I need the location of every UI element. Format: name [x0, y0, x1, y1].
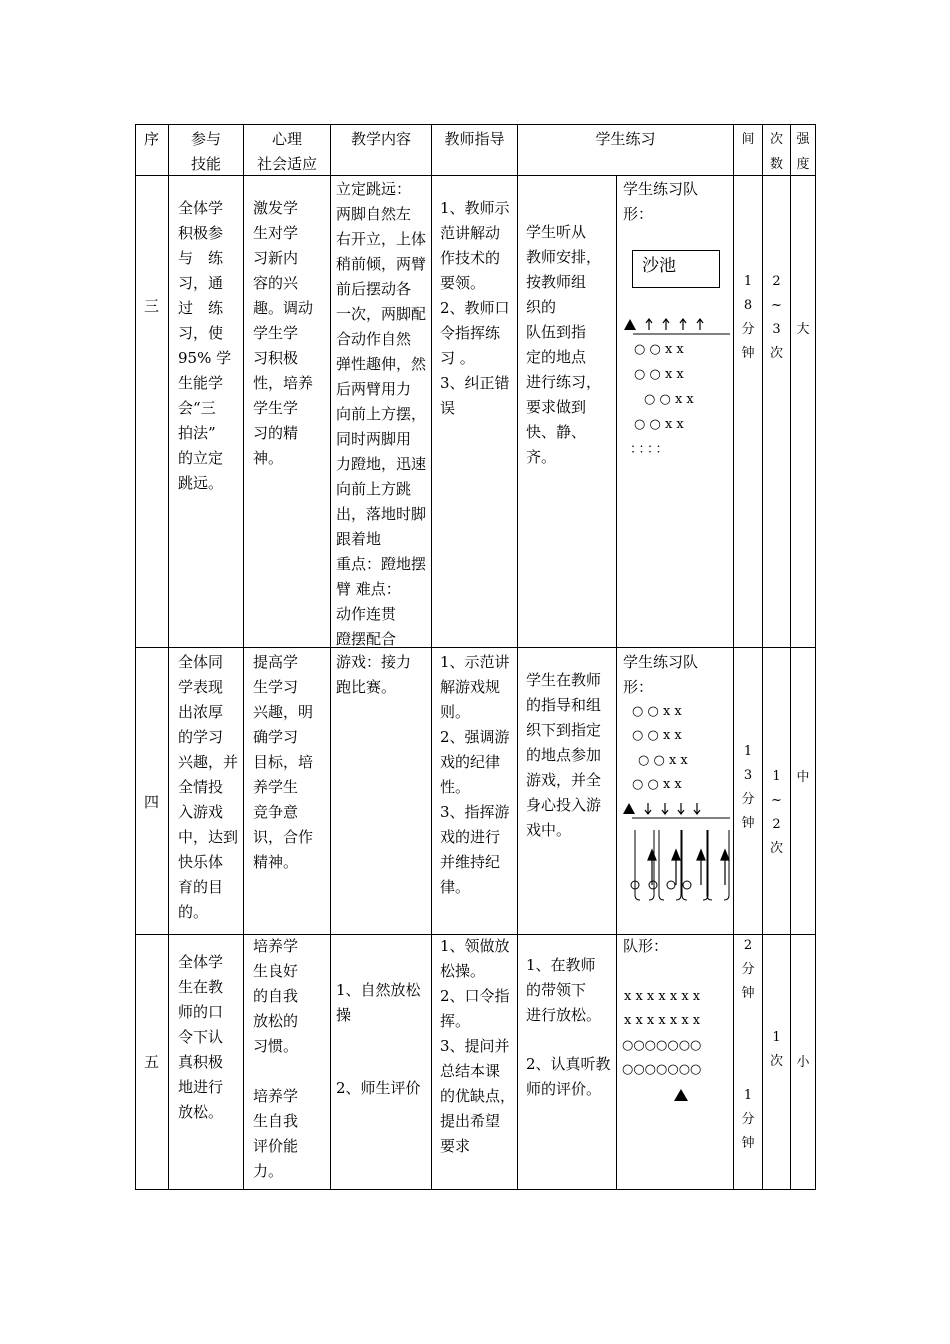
row-intensity: 小: [796, 1055, 810, 1070]
row-skill: 全体学 生在教 师的口 令下认 真积极 地进行 放松。: [178, 953, 224, 1121]
row-teacher: 1、领做放 松操。 2、口令指 挥。 3、提问并 总结本课 的优缺点， 提出希望 要求: [440, 937, 516, 1155]
triangle-icon: [623, 803, 635, 814]
arrow-up-icon: [663, 319, 669, 330]
formation-title: 队形：: [623, 937, 669, 955]
row-content: 2、师生评价: [336, 1079, 421, 1097]
row-content: 游戏：接力 跑比赛。: [336, 653, 412, 696]
header-psych: 心理 社会适应: [256, 130, 317, 173]
arrow-up-icon: [646, 319, 652, 330]
row-teacher: 1、示范讲 解游戏规 则。 2、强调游 戏的纪律 性。 3、指挥游 戏的进行 并维持纪 律。: [440, 653, 510, 896]
row-count: 1 ~ 2 次: [769, 769, 783, 856]
header-student: 学生练习: [595, 130, 656, 148]
table-border-right: [815, 124, 816, 1190]
row-time: 2 分 钟: [741, 938, 755, 1001]
row-student: 学生在教师 的指导和组 织下到指定 的地点参加 游戏，并全 身心投入游 戏中。: [526, 671, 602, 839]
row-seq: 五: [143, 1053, 159, 1071]
triangle-icon: [624, 319, 636, 330]
formation-line: ○○○○○○○: [622, 1038, 702, 1053]
formation-line: ○○○○○○○: [622, 1062, 702, 1077]
row-seq: 四: [143, 793, 159, 811]
header-seq: 序: [143, 130, 159, 148]
formation-line: ○ ○ x x: [634, 342, 684, 357]
row-psych: 培养学 生良好 的自我 放松的 习惯。 培养学 生自我 评价能 力。: [253, 937, 299, 1180]
relay-formation-diagram: [619, 800, 733, 910]
formation-title: 学生练习队 形：: [623, 180, 699, 223]
row-student: 1、在教师 的带领下 进行放松。: [526, 956, 602, 1024]
formation-line: x x x x x x x: [624, 1013, 701, 1028]
formation-line: x x x x x x x: [624, 989, 701, 1004]
row-psych: 激发学 生对学 习新内 容的兴 趣。调动 学生学 习积极 性，培养 学生学 习的精 神。: [253, 199, 314, 467]
row-content: 1、自然放松 操: [336, 981, 421, 1024]
row-student: 2、认真听教 师的评价。: [526, 1055, 611, 1098]
row-time: 1 分 钟: [741, 1088, 755, 1151]
row-time: 1 3 分 钟: [741, 744, 755, 831]
header-time: 间: [741, 132, 755, 147]
formation-line: ○ ○ x x: [632, 728, 682, 743]
column-divider: [243, 124, 244, 1190]
column-divider: [790, 124, 791, 1190]
formation-line: ○ ○ x x: [632, 704, 682, 719]
formation-line: ○ ○ x x: [634, 367, 684, 382]
table-border-bottom: [135, 1189, 816, 1190]
formation-line: ○ ○ x x: [644, 392, 694, 407]
arrow-down-icon: [694, 803, 700, 814]
header-teacher: 教师指导: [444, 130, 505, 148]
row-student: 学生听从 教师安排， 按教师组 织的 队伍到指 定的地点 进行练习， 要求做到 快、静、 齐。: [526, 223, 602, 466]
arrow-down-icon: [662, 803, 668, 814]
row-divider: [135, 647, 815, 648]
header-intensity: 强 度: [796, 132, 810, 172]
row-skill: 全体同 学表现 出浓厚 的学习 兴趣，并 全情投 入游戏 中，达到 快乐体 育的目 的。: [178, 653, 239, 921]
relay-lanes: [635, 830, 729, 900]
row-teacher: 1、教师示 范讲解动 作技术的 要领。 2、教师口 令指挥练 习 。 3、纠正错 误: [440, 199, 510, 417]
column-divider: [616, 175, 617, 1190]
row-time: 1 8 分 钟: [741, 274, 755, 361]
row-seq: 三: [143, 297, 159, 315]
row-count: 1 次: [769, 1030, 783, 1069]
row-skill: 全体学 积极参 与 练 习，通 过 练 习，使 95% 学 生能学 会“三 拍法” 的立定 跳远。: [178, 199, 232, 492]
table-border-top: [135, 124, 815, 125]
row-count: 2 ~ 3 次: [769, 274, 783, 361]
arrow-down-icon: [645, 803, 651, 814]
column-divider: [168, 124, 169, 1190]
row-intensity: 大: [796, 322, 810, 337]
arrow-up-icon: [680, 319, 686, 330]
sandpit-label: 沙池: [642, 256, 676, 276]
formation-line: ：：：：: [630, 442, 671, 457]
column-divider: [330, 124, 331, 1190]
formation-line: ○ ○ x x: [632, 777, 682, 792]
triangle-icon: [673, 1088, 689, 1102]
header-skill: 参与 技能: [190, 130, 221, 173]
row-content: 立定跳远： 两脚自然左 右开立，上体 稍前倾，两臂 前后摆动各 一次，两脚配 合动作自然 弹性趣伸，然 后两臂用力 向前上方摆， 同时两脚用 力蹬地，迅速 向前上方跳 出，落地时脚 跟着地 重点：蹬地摆 臂 难点： 动作连贯 蹬摆配合: [336, 180, 427, 648]
row-psych: 提高学 生学习 兴趣，明 确学习 目标，培 养学生 竞争意 识，合作 精神。: [253, 653, 314, 871]
formation-title: 学生练习队 形：: [623, 653, 699, 696]
table-border-left: [135, 124, 136, 1190]
formation-line: ○ ○ x x: [634, 417, 684, 432]
header-content: 教学内容: [350, 130, 411, 148]
formation-line: ○ ○ x x: [638, 753, 688, 768]
arrow-up-icon: [648, 850, 729, 885]
row-intensity: 中: [796, 770, 810, 785]
arrow-down-icon: [678, 803, 684, 814]
header-count: 次 数: [769, 132, 783, 172]
arrow-up-icon: [697, 319, 703, 330]
